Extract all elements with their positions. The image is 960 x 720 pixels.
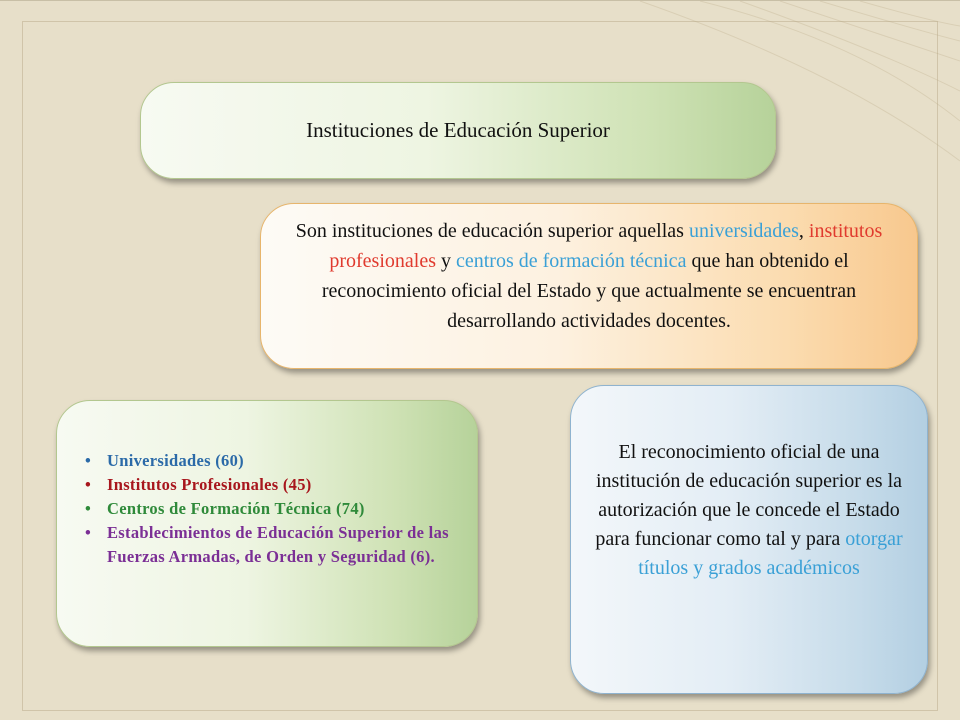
definition-text-3: y <box>436 250 456 272</box>
bullet-icon: • <box>85 475 92 494</box>
list-item-label: Centros de Formación Técnica (74) <box>107 499 365 518</box>
slide-title: Instituciones de Educación Superior <box>306 118 610 142</box>
term-centros-formacion-tecnica: centros de formación técnica <box>456 250 687 272</box>
recognition-text: El reconocimiento oficial de una institución de educación superior es la autorización que le concede el Estado para funcionar como tal y para <box>595 441 902 550</box>
bullet-icon: • <box>85 523 92 542</box>
list-item-label: Institutos Profesionales (45) <box>107 475 312 494</box>
list-item-universidades <box>85 449 451 473</box>
recognition-highlight: otorgar títulos y grados académicos <box>638 528 903 579</box>
bullet-icon: • <box>85 499 92 518</box>
definition-text-4: que han obtenido el reconocimiento oficial del Estado y que actualmente se encuentran desarrollando actividades docentes. <box>321 250 857 332</box>
list-item-establecimientos <box>85 521 451 569</box>
institutions-list <box>85 449 451 569</box>
list-item-institutos <box>85 473 451 497</box>
institutions-list-box <box>56 400 478 647</box>
term-universidades: universidades <box>688 220 799 242</box>
list-item-label: Universidades (60) <box>107 451 244 470</box>
title-box <box>140 82 776 179</box>
definition-text-2: , <box>798 220 809 242</box>
bullet-icon: • <box>85 451 92 470</box>
definition-text-1: Son instituciones de educación superior aquellas <box>295 220 689 242</box>
list-item-label: Establecimientos de Educación Superior de las Fuerzas Armadas, de Orden y Seguridad (6). <box>107 523 449 566</box>
list-item-centros <box>85 497 451 521</box>
recognition-box <box>570 385 928 694</box>
term-institutos-profesionales: institutos profesionales <box>329 220 883 272</box>
definition-box <box>260 203 918 369</box>
